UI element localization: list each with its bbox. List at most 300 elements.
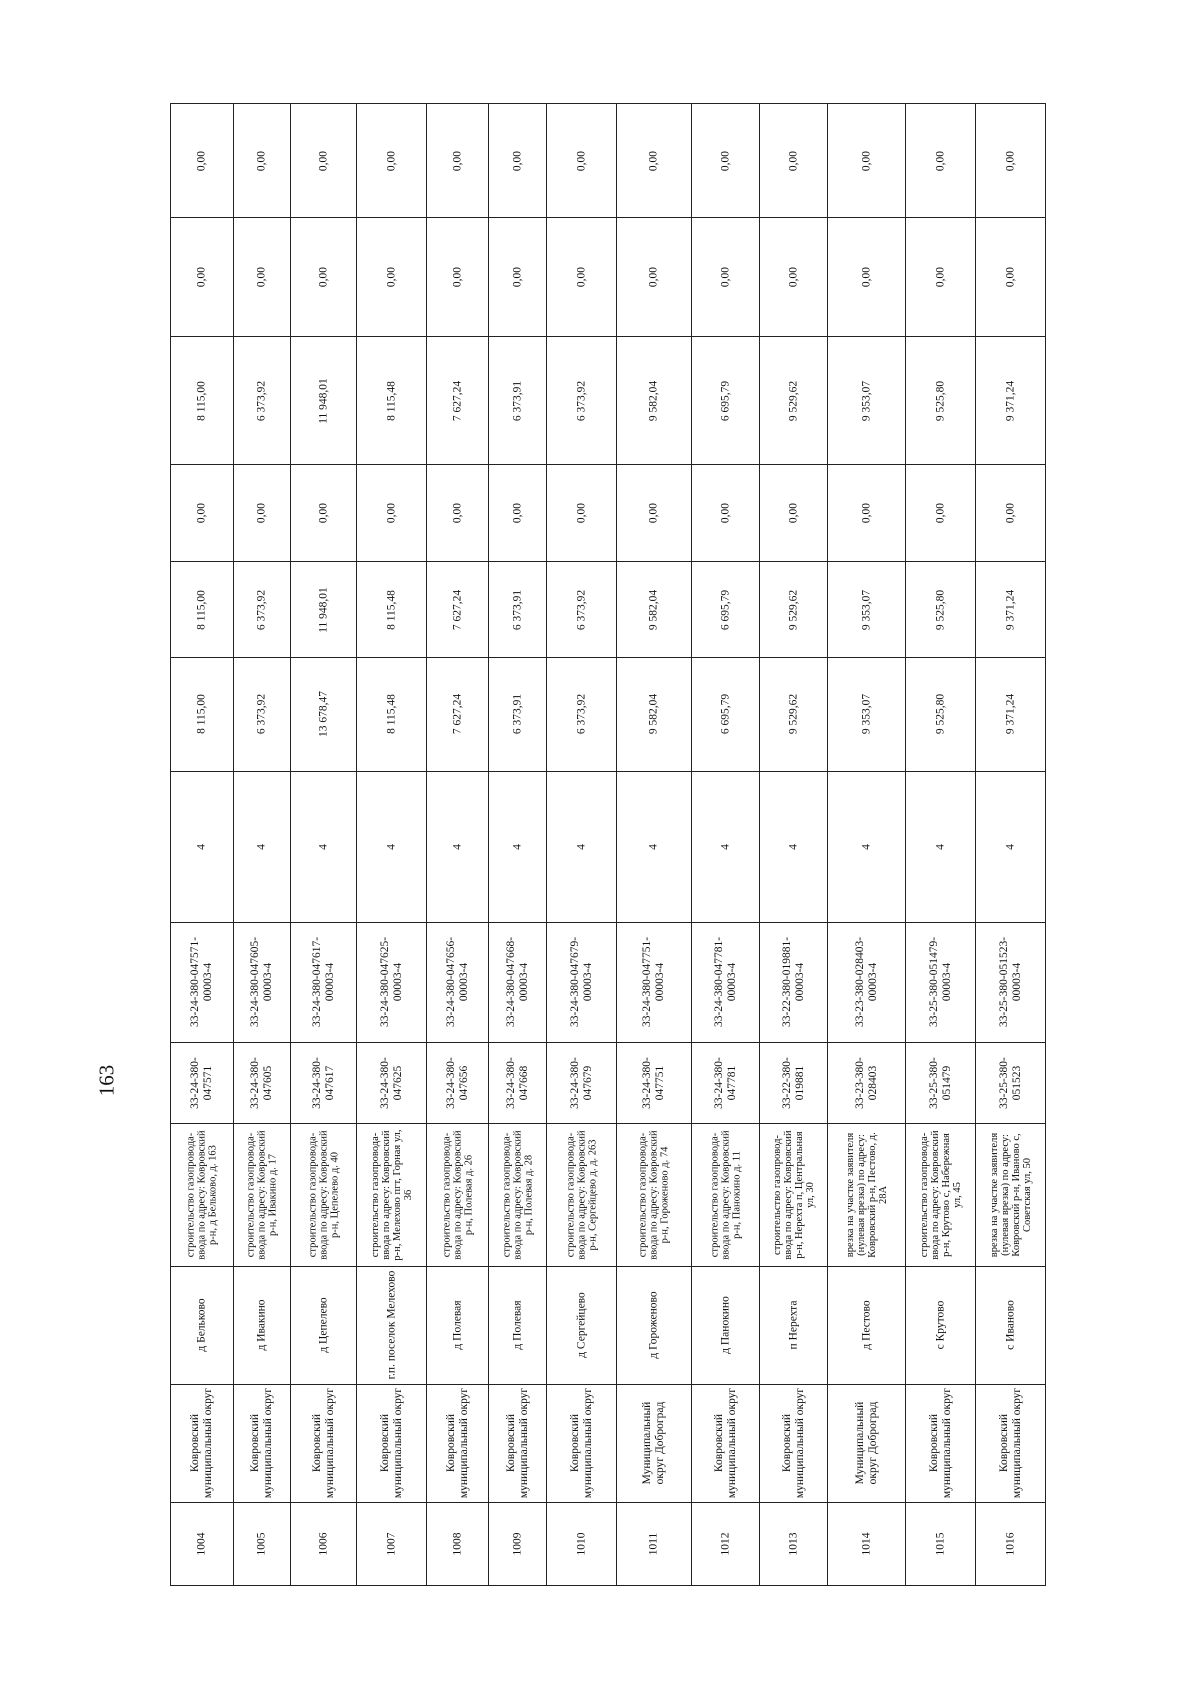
description-cell (760, 1124, 828, 1267)
category-text: 4 (860, 844, 873, 850)
value-4-cell (976, 336, 1046, 465)
object-id-text: 33-24-380-047656-00003-4 (444, 937, 470, 1028)
value-2-text: 6 695,79 (719, 589, 732, 630)
value-2-cell (291, 561, 357, 657)
value-4-text: 9 371,24 (1004, 380, 1017, 421)
cadastral-cell (547, 1042, 617, 1123)
municipality-cell (234, 1385, 291, 1502)
row-number-text: 1014 (860, 1532, 873, 1556)
value-3-text: 0,00 (719, 503, 732, 524)
value-2-text: 9 525,80 (934, 589, 947, 630)
value-2-text: 9 529,62 (787, 589, 800, 630)
value-5-cell (489, 218, 547, 336)
locality-cell (976, 1266, 1046, 1384)
locality-text: с Крутово (934, 1300, 947, 1350)
category-cell (171, 771, 234, 923)
value-5-cell (692, 218, 760, 336)
table-row (171, 923, 1142, 1042)
page-number (94, 1050, 119, 1110)
category-text: 4 (647, 844, 660, 850)
locality-cell (489, 1266, 547, 1384)
value-1-cell (171, 658, 234, 771)
value-1-text: 8 115,48 (385, 694, 398, 735)
object-id-text: 33-24-380-047625-00003-4 (378, 937, 404, 1028)
municipality-cell (906, 1385, 976, 1502)
value-4-cell (692, 336, 760, 465)
value-4-cell (291, 336, 357, 465)
municipality-text: Ковровский муниципальный округ (378, 1388, 404, 1499)
value-3-cell (617, 465, 692, 561)
value-1-cell (976, 658, 1046, 771)
object-id-cell (291, 923, 357, 1042)
value-6-text: 0,00 (451, 150, 464, 171)
description-text: строительство газопровода-ввода по адресу: Ковровский р-н, Полевая д. 28 (500, 1130, 535, 1260)
locality-text: д Панокино (719, 1296, 732, 1355)
value-3-cell (976, 465, 1046, 561)
category-cell (906, 771, 976, 923)
value-1-cell (357, 658, 427, 771)
value-2-text: 6 373,92 (575, 589, 588, 630)
category-cell (692, 771, 760, 923)
description-text: строительство газопровода-ввода по адресу: Ковровский р-н, Крутово с, Набережная ул, 45 (918, 1130, 963, 1260)
value-5-cell (828, 218, 906, 336)
value-1-cell (427, 658, 489, 771)
object-id-cell (427, 923, 489, 1042)
locality-text: д Полевая (451, 1300, 464, 1350)
locality-cell (692, 1266, 760, 1384)
row-number-text: 1010 (575, 1532, 588, 1556)
row-number-cell (547, 1502, 617, 1585)
row-number-cell (906, 1502, 976, 1585)
table-row (171, 1502, 1142, 1585)
value-1-text: 8 115,00 (195, 694, 208, 735)
value-3-text: 0,00 (385, 503, 398, 524)
row-number-cell (617, 1502, 692, 1585)
row-number-text: 1016 (1004, 1532, 1017, 1556)
locality-text: г.п. поселок Мелехово (385, 1270, 398, 1380)
value-3-text: 0,00 (1004, 503, 1017, 524)
value-5-text: 0,00 (934, 267, 947, 288)
locality-cell (547, 1266, 617, 1384)
value-4-text: 6 373,92 (575, 380, 588, 421)
description-text: строительство газопровода-ввода по адресу: Ковровский р-н, Гороженово д. 74 (637, 1130, 671, 1260)
category-cell (357, 771, 427, 923)
category-text: 4 (511, 844, 524, 850)
municipality-cell (357, 1385, 427, 1502)
value-3-text: 0,00 (451, 503, 464, 524)
description-cell (427, 1124, 489, 1267)
cadastral-text: 33-23-380-028403 (853, 1057, 879, 1109)
value-4-text: 9 582,04 (647, 380, 660, 421)
description-cell (692, 1124, 760, 1267)
value-3-cell (234, 465, 291, 561)
value-2-text: 11 948,01 (317, 586, 330, 633)
value-1-text: 6 373,91 (511, 694, 524, 735)
municipality-text: Ковровский муниципальный округ (780, 1388, 806, 1499)
locality-cell (760, 1266, 828, 1384)
value-6-cell (692, 104, 760, 218)
value-5-cell (906, 218, 976, 336)
cadastral-text: 33-24-380-047679 (568, 1057, 594, 1109)
row-number-cell (828, 1502, 906, 1585)
locality-cell (828, 1266, 906, 1384)
row-number-cell (291, 1502, 357, 1585)
value-3-cell (357, 465, 427, 561)
locality-cell (906, 1266, 976, 1384)
value-3-text: 0,00 (511, 503, 524, 524)
value-1-cell (906, 658, 976, 771)
value-5-text: 0,00 (385, 267, 398, 288)
value-5-cell (427, 218, 489, 336)
value-4-text: 9 529,62 (787, 380, 800, 421)
row-number-cell (489, 1502, 547, 1585)
value-5-cell (291, 218, 357, 336)
row-number-cell (760, 1502, 828, 1585)
value-3-cell (489, 465, 547, 561)
value-4-text: 7 627,24 (451, 380, 464, 421)
description-cell (171, 1124, 234, 1267)
value-1-cell (760, 658, 828, 771)
description-text: строительство газопровода-ввода по адресу: Ковровский р-н, Полевая д. 26 (440, 1130, 475, 1260)
municipality-text: Ковровский муниципальный округ (444, 1388, 470, 1499)
description-cell (357, 1124, 427, 1267)
object-id-text: 33-24-380-047751-00003-4 (641, 937, 666, 1028)
cadastral-cell (427, 1042, 489, 1123)
locality-cell (291, 1266, 357, 1384)
value-4-cell (357, 336, 427, 465)
value-3-cell (692, 465, 760, 561)
value-6-text: 0,00 (1004, 150, 1017, 171)
page-number-text: 163 (94, 1064, 119, 1096)
row-number-text: 1009 (511, 1532, 524, 1556)
value-1-text: 9 371,24 (1004, 694, 1017, 735)
value-2-text: 8 115,00 (195, 589, 208, 630)
value-5-cell (357, 218, 427, 336)
value-1-text: 9 353,07 (860, 694, 873, 735)
description-text: врезка на участке заявителя (нулевая врезка) по адресу: Ковровский р-н, Иваново с, Советская ул, 50 (988, 1132, 1033, 1258)
value-6-text: 0,00 (255, 150, 268, 171)
object-id-cell (357, 923, 427, 1042)
description-cell (906, 1124, 976, 1267)
description-cell (828, 1124, 906, 1267)
table-row (171, 104, 1142, 218)
value-4-text: 6 373,92 (255, 380, 268, 421)
object-id-cell (906, 923, 976, 1042)
object-id-text: 33-24-380-047781-00003-4 (712, 937, 738, 1028)
cadastral-text: 33-24-380-047617 (310, 1057, 336, 1109)
value-4-cell (489, 336, 547, 465)
description-text: строительство газопровода-ввода по адресу: Ковровский р-н, Цепелево д. 40 (306, 1130, 341, 1260)
locality-text: п Нерехта (787, 1300, 800, 1350)
value-2-cell (617, 561, 692, 657)
table-row (171, 771, 1142, 923)
table-row (171, 561, 1142, 657)
municipality-text: Ковровский муниципальный округ (927, 1388, 953, 1499)
value-5-text: 0,00 (860, 267, 873, 288)
value-4-text: 6 373,91 (511, 380, 524, 421)
value-3-cell (760, 465, 828, 561)
value-4-cell (617, 336, 692, 465)
value-5-cell (760, 218, 828, 336)
value-1-text: 9 582,04 (647, 694, 660, 735)
cadastral-cell (906, 1042, 976, 1123)
value-2-cell (547, 561, 617, 657)
value-2-cell (828, 561, 906, 657)
locality-text: д Пестово (860, 1300, 873, 1350)
value-2-text: 6 373,91 (511, 589, 524, 630)
category-cell (291, 771, 357, 923)
object-id-cell (760, 923, 828, 1042)
value-3-text: 0,00 (195, 503, 208, 524)
value-5-text: 0,00 (451, 267, 464, 288)
row-number-text: 1011 (647, 1532, 660, 1556)
value-6-cell (489, 104, 547, 218)
object-id-cell (234, 923, 291, 1042)
row-number-text: 1013 (787, 1532, 800, 1556)
locality-text: д Цепелево (317, 1297, 330, 1354)
value-3-text: 0,00 (575, 503, 588, 524)
value-6-text: 0,00 (385, 150, 398, 171)
value-3-cell (906, 465, 976, 561)
value-5-text: 0,00 (719, 267, 732, 288)
table-row (171, 1042, 1142, 1123)
value-3-text: 0,00 (255, 503, 268, 524)
value-3-text: 0,00 (647, 503, 660, 524)
value-6-text: 0,00 (317, 150, 330, 171)
locality-text: д Бельково (195, 1298, 208, 1352)
object-id-text: 33-24-380-047571-00003-4 (189, 937, 214, 1028)
table-row (171, 1266, 1142, 1384)
object-id-cell (828, 923, 906, 1042)
table-row (171, 336, 1142, 465)
category-text: 4 (719, 844, 732, 850)
municipality-text: Ковровский муниципальный округ (189, 1388, 214, 1499)
category-cell (489, 771, 547, 923)
cadastral-text: 33-24-380-047571 (189, 1057, 214, 1109)
cadastral-cell (828, 1042, 906, 1123)
value-6-text: 0,00 (575, 150, 588, 171)
table-row (171, 1385, 1142, 1502)
row-number-text: 1004 (195, 1532, 208, 1556)
value-6-text: 0,00 (787, 150, 800, 171)
value-5-cell (617, 218, 692, 336)
category-cell (427, 771, 489, 923)
table-row (171, 1124, 1142, 1267)
value-4-cell (906, 336, 976, 465)
value-1-text: 6 373,92 (575, 694, 588, 735)
value-4-text: 8 115,48 (385, 380, 398, 421)
value-6-cell (760, 104, 828, 218)
description-text: строительство газопровода-ввода по адресу: Ковровский р-н, Ивакино д. 17 (245, 1130, 279, 1260)
municipality-text: Муниципальный округ Доброград (853, 1401, 879, 1485)
cadastral-text: 33-25-380-051523 (997, 1057, 1023, 1109)
cadastral-cell (234, 1042, 291, 1123)
cadastral-cell (171, 1042, 234, 1123)
value-6-cell (547, 104, 617, 218)
locality-cell (617, 1266, 692, 1384)
value-5-text: 0,00 (317, 267, 330, 288)
value-5-cell (171, 218, 234, 336)
value-3-text: 0,00 (317, 503, 330, 524)
municipality-cell (692, 1385, 760, 1502)
value-6-text: 0,00 (719, 150, 732, 171)
value-4-cell (234, 336, 291, 465)
table-row (171, 658, 1142, 771)
object-id-text: 33-23-380-028403-00003-4 (853, 937, 879, 1028)
value-6-text: 0,00 (934, 150, 947, 171)
value-6-cell (906, 104, 976, 218)
municipality-cell (617, 1385, 692, 1502)
object-id-text: 33-24-380-047617-00003-4 (310, 937, 336, 1028)
municipality-text: Ковровский муниципальный округ (568, 1388, 594, 1499)
value-4-cell (828, 336, 906, 465)
value-1-cell (828, 658, 906, 771)
description-cell (489, 1124, 547, 1267)
municipality-cell (828, 1385, 906, 1502)
description-cell (547, 1124, 617, 1267)
municipality-text: Ковровский муниципальный округ (249, 1388, 274, 1499)
value-6-cell (828, 104, 906, 218)
value-3-cell (171, 465, 234, 561)
category-cell (547, 771, 617, 923)
description-cell (234, 1124, 291, 1267)
value-4-cell (547, 336, 617, 465)
value-3-cell (291, 465, 357, 561)
value-4-cell (427, 336, 489, 465)
value-5-cell (234, 218, 291, 336)
municipality-text: Ковровский муниципальный округ (310, 1388, 336, 1499)
description-text: строительство газопровода-ввода по адресу: Ковровский р-н, Мелехово пгт, Горная ул, 36 (369, 1129, 414, 1261)
cadastral-text: 33-24-380-047751 (641, 1057, 666, 1109)
value-6-cell (617, 104, 692, 218)
object-id-text: 33-25-380-051479-00003-4 (927, 937, 953, 1028)
locality-cell (171, 1266, 234, 1384)
cadastral-text: 33-24-380-047781 (712, 1057, 738, 1109)
locality-text: д Сергейцево (575, 1292, 588, 1359)
locality-text: д Гороженово (647, 1291, 660, 1359)
value-6-text: 0,00 (647, 150, 660, 171)
category-cell (828, 771, 906, 923)
table-row (171, 218, 1142, 336)
category-cell (617, 771, 692, 923)
value-1-text: 6 373,92 (255, 694, 268, 735)
value-2-text: 9 582,04 (647, 589, 660, 630)
locality-text: д Ивакино (255, 1299, 268, 1351)
value-4-text: 9 525,80 (934, 380, 947, 421)
value-1-text: 9 525,80 (934, 694, 947, 735)
description-cell (617, 1124, 692, 1267)
object-id-text: 33-25-380-051523-00003-4 (997, 937, 1023, 1028)
row-number-text: 1012 (719, 1532, 732, 1556)
row-number-text: 1007 (385, 1532, 398, 1556)
register-table (170, 103, 1142, 1586)
object-id-text: 33-24-380-047668-00003-4 (504, 937, 530, 1028)
locality-cell (357, 1266, 427, 1384)
municipality-text: Ковровский муниципальный округ (997, 1388, 1023, 1499)
description-cell (291, 1124, 357, 1267)
cadastral-cell (291, 1042, 357, 1123)
value-5-text: 0,00 (1004, 267, 1017, 288)
municipality-cell (171, 1385, 234, 1502)
value-4-text: 9 353,07 (860, 380, 873, 421)
cadastral-text: 33-22-380-019881 (780, 1057, 806, 1109)
cadastral-cell (976, 1042, 1046, 1123)
category-text: 4 (385, 844, 398, 850)
row-number-text: 1015 (934, 1532, 947, 1556)
value-4-cell (760, 336, 828, 465)
value-2-cell (427, 561, 489, 657)
value-2-text: 9 353,07 (860, 589, 873, 630)
description-text: строительство газопровода-ввода по адресу: Ковровский р-н, Сергейцево д. д. 263 (564, 1130, 599, 1260)
value-1-cell (617, 658, 692, 771)
row-number-cell (692, 1502, 760, 1585)
object-id-text: 33-24-380-047605-00003-4 (249, 937, 274, 1028)
municipality-cell (547, 1385, 617, 1502)
value-5-text: 0,00 (787, 267, 800, 288)
municipality-cell (489, 1385, 547, 1502)
row-number-text: 1008 (451, 1532, 464, 1556)
value-1-cell (291, 658, 357, 771)
object-id-cell (489, 923, 547, 1042)
object-id-cell (171, 923, 234, 1042)
row-number-cell (171, 1502, 234, 1585)
value-2-cell (692, 561, 760, 657)
row-number-text: 1006 (317, 1532, 330, 1556)
category-text: 4 (787, 844, 800, 850)
value-5-text: 0,00 (255, 267, 268, 288)
locality-cell (234, 1266, 291, 1384)
value-5-text: 0,00 (195, 267, 208, 288)
value-2-cell (906, 561, 976, 657)
value-6-cell (291, 104, 357, 218)
category-cell (976, 771, 1046, 923)
value-6-cell (171, 104, 234, 218)
cadastral-text: 33-25-380-051479 (927, 1057, 953, 1109)
description-text: врезка на участке заявителя (нулевая врезка) по адресу: Ковровский р-н, Пестово, д. 28А (844, 1132, 889, 1258)
cadastral-cell (617, 1042, 692, 1123)
table-row (171, 465, 1142, 561)
cadastral-cell (760, 1042, 828, 1123)
table-body (171, 104, 1142, 1586)
row-number-cell (234, 1502, 291, 1585)
object-id-cell (547, 923, 617, 1042)
cadastral-cell (489, 1042, 547, 1123)
category-text: 4 (1004, 844, 1017, 850)
cadastral-text: 33-24-380-047668 (504, 1057, 530, 1109)
municipality-text: Ковровский муниципальный округ (712, 1388, 738, 1499)
category-text: 4 (195, 844, 208, 850)
value-3-text: 0,00 (787, 503, 800, 524)
value-5-cell (976, 218, 1046, 336)
object-id-cell (617, 923, 692, 1042)
value-6-text: 0,00 (860, 150, 873, 171)
value-3-cell (427, 465, 489, 561)
cadastral-text: 33-24-380-047656 (444, 1057, 470, 1109)
category-cell (760, 771, 828, 923)
municipality-cell (760, 1385, 828, 1502)
description-cell (976, 1124, 1046, 1267)
category-cell (234, 771, 291, 923)
value-5-text: 0,00 (511, 267, 524, 288)
row-number-cell (427, 1502, 489, 1585)
municipality-text: Муниципальный округ Доброград (641, 1401, 666, 1485)
value-1-cell (234, 658, 291, 771)
value-1-text: 13 678,47 (317, 691, 330, 738)
value-3-cell (828, 465, 906, 561)
value-4-cell (171, 336, 234, 465)
value-6-cell (357, 104, 427, 218)
locality-cell (427, 1266, 489, 1384)
